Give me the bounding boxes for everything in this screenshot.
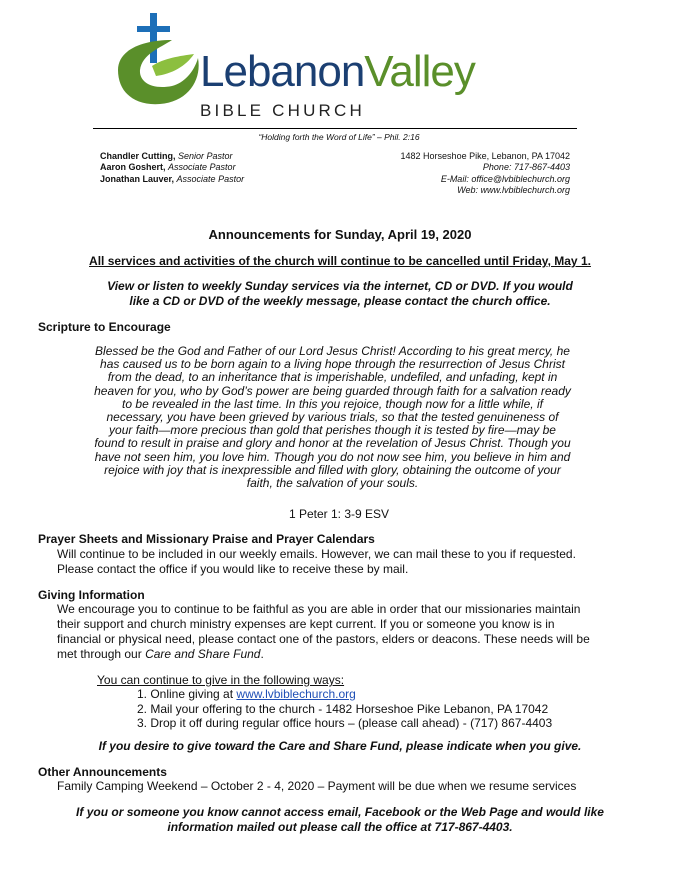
care-share-fund: Care and Share Fund — [145, 647, 261, 661]
contact-phone: Phone: 717-867-4403 — [482, 162, 570, 173]
contact-email: E-Mail: office@lvbiblechurch.org — [440, 173, 570, 184]
header-divider — [93, 128, 577, 129]
staff-member: Jonathan Lauver, Associate Pastor — [100, 173, 245, 184]
scripture-reference: 1 Peter 1: 3-9 ESV — [288, 507, 390, 521]
staff-member: Aaron Goshert, Associate Pastor — [100, 162, 236, 173]
cancellation-notice: All services and activities of the church will continue to be cancelled until Friday, May 1. — [89, 254, 591, 268]
giving-option: 1. Online giving at www.lvbiblechurch.org — [137, 687, 356, 701]
church-subtitle: BIBLE CHURCH — [200, 101, 365, 120]
church-logo — [112, 10, 207, 115]
leaf-highlight-icon — [152, 54, 194, 76]
giving-options-list — [137, 687, 552, 731]
mail-info-note: If you or someone you know cannot access email, Facebook or the Web Page and would like information mailed out please call the office at 717-867-4403. — [76, 805, 604, 834]
giving-option: 2. Mail your offering to the church - 1482 Horseshoe Pike Lebanon, PA 17042 — [137, 701, 549, 716]
giving-text: We encourage you to continue to be faithful as you are able in order that our missionaries maintain their support and church ministry expenses are kept current. If you or someone you know is in financial or physical need, please contact one of the pastors, elders or deacons. These needs will be met through our Care and Share Fund. — [57, 602, 590, 661]
view-services-note: View or listen to weekly Sunday services via the internet, CD or DVD. If you would like a CD or DVD of the weekly message, please contact the church office. — [107, 279, 573, 308]
giving-ways-intro: You can continue to give in the following ways: — [97, 673, 345, 687]
giving-option: 3. Drop it off during regular office hours – (please call ahead) - (717) 867-4403 — [137, 716, 553, 731]
page-title: Announcements for Sunday, April 19, 2020 — [208, 227, 472, 242]
contact-address: 1482 Horseshoe Pike, Lebanon, PA 17042 — [400, 151, 570, 161]
scripture-passage: Blessed be the God and Father of our Lord Jesus Christ! According to his great mercy, he has caused us to be born again to a living hope through the resurrection of Jesus Christ from the dead, to an inheritance that is imperishable, undefiled, and unfading, kept in heaven for you, who by God’s power are being guarded through faith for a salvation ready to be revealed in the last time. In this you rejoice, though now for a little while, if necessary, you have been grieved by various trials, so that the tested genuineness of your faith—more precious than gold that perishes though it is tested by fire—may be found to result in praise and glory and honor at the revelation of Jesus Christ. Though you have not seen him, you love him. Though you do not now see him, you believe in him and rejoice with joy that is inexpressible and filled with glory, obtaining the outcome of your faith, the salvation of your souls. — [94, 344, 571, 491]
care-fund-note: If you desire to give toward the Care and Share Fund, please indicate when you give. — [98, 739, 582, 753]
camping-announcement: Family Camping Weekend – October 2 - 4, 2020 – Payment will be due when we resume services — [57, 779, 577, 793]
church-name-part2: Valley — [364, 47, 475, 96]
church-name — [200, 47, 475, 96]
staff-member: Chandler Cutting, Senior Pastor — [100, 151, 233, 161]
scripture-heading: Scripture to Encourage — [38, 320, 171, 334]
cross-icon-vertical — [150, 13, 157, 63]
contact-block — [401, 151, 570, 197]
website-link[interactable]: www.lvbiblechurch.org — [236, 687, 356, 701]
cross-icon-horizontal — [137, 26, 170, 32]
church-name-part1: Lebanon — [200, 47, 365, 96]
other-heading: Other Announcements — [38, 765, 167, 779]
prayer-heading: Prayer Sheets and Missionary Praise and Prayer Calendars — [38, 532, 375, 546]
contact-web: Web: www.lvbiblechurch.org — [457, 185, 570, 196]
motto: “Holding forth the Word of Life” – Phil. 2:16 — [258, 132, 420, 142]
staff-list — [100, 151, 244, 185]
prayer-text: Will continue to be included in our weekly emails. However, we can mail these to you if requested. Please contact the office if you would like to receive these by mail. — [57, 547, 576, 576]
giving-heading: Giving Information — [38, 588, 145, 602]
